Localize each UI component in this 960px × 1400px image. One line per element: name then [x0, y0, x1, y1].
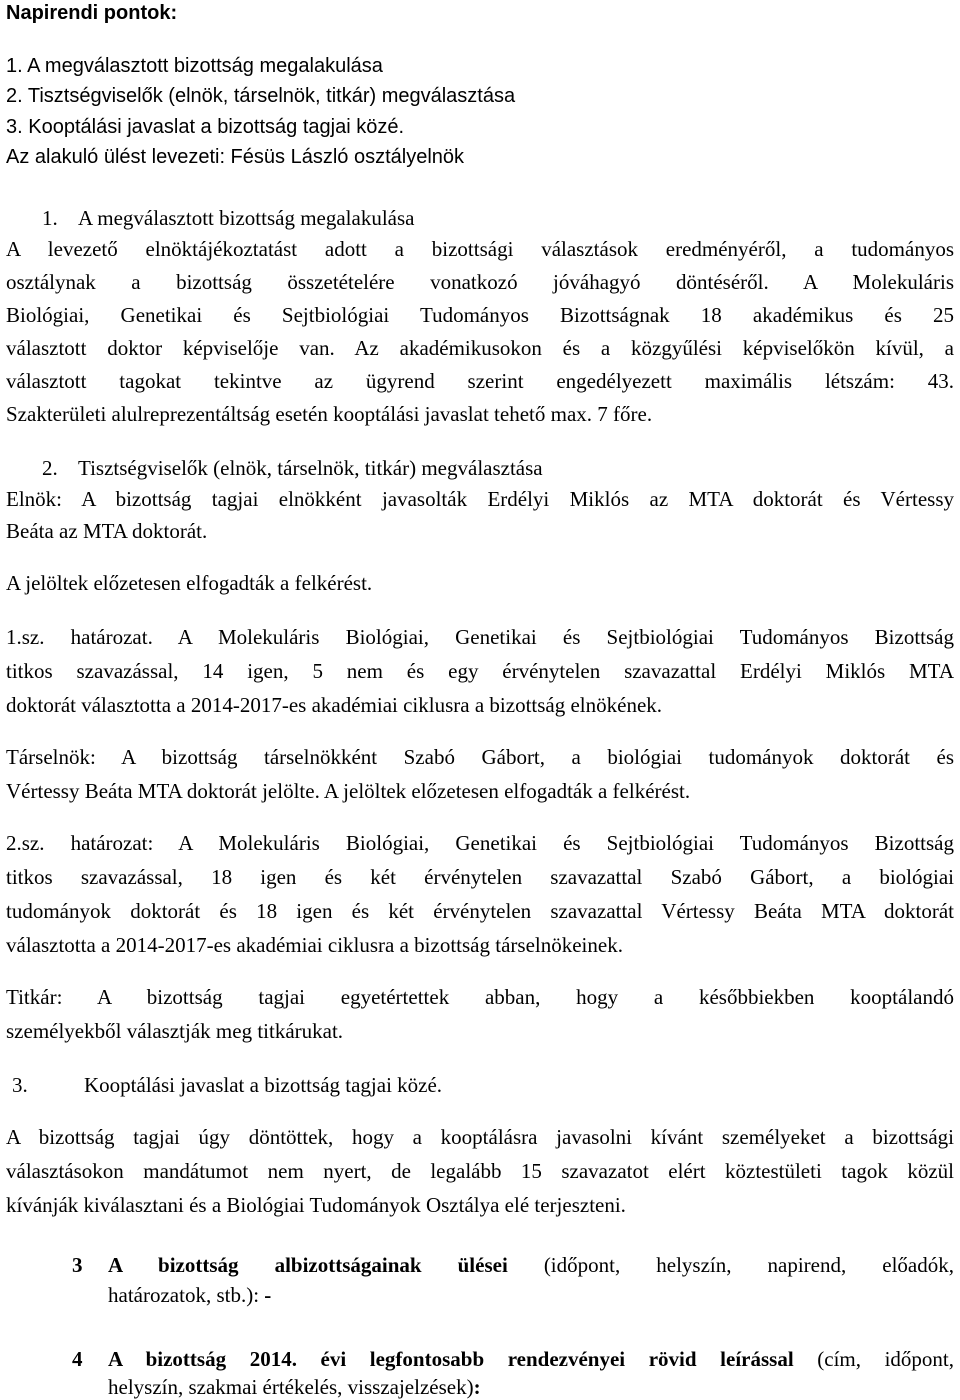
titkar-line-2: személyekből választják meg titkárukat.	[6, 1019, 344, 1043]
section5-line-2	[108, 1375, 481, 1400]
resolution1-line-1: 1.sz. határozat. A Molekuláris Biológiai, Genetikai és Sejtbiológiai Tudományos Bizottság	[6, 625, 954, 649]
section5-line2-tail: :	[473, 1375, 481, 1399]
agenda-item-2: 2. Tisztségviselők (elnök, társelnök, titkár) megválasztása	[6, 85, 516, 107]
agenda-title: Napirendi pontok:	[6, 2, 178, 24]
titkar-line-1: Titkár: A bizottság tagjai egyetértettek abban, hogy a későbbiekben kooptálandó	[6, 985, 954, 1009]
resolution2-line-3: tudományok doktorát és 18 igen és két érvénytelen szavazattal Vértessy Beáta MTA doktorát	[6, 899, 954, 923]
section4-number: 3	[72, 1253, 83, 1277]
section1-line-1: A levezető elnöktájékoztatást adott a bizottsági választások eredményéről, a tudományos	[6, 237, 954, 261]
agenda-item-1: 1. A megválasztott bizottság megalakulása	[6, 55, 383, 77]
section1-line-5: választott tagokat tekintve az ügyrend szerint engedélyezett maximális létszám: 43.	[6, 369, 954, 393]
section4-rest: (időpont, helyszín, napirend, előadók,	[543, 1253, 954, 1277]
tarselnok-line-2: Vértessy Beáta MTA doktorát jelölte. A jelöltek előzetesen elfogadták a felkérést.	[6, 779, 691, 803]
section4-line2-tail: -	[264, 1283, 272, 1307]
elnok-line-1: Elnök: A bizottság tagjai elnökként javasolták Erdélyi Miklós az MTA doktorát és Vértessy	[6, 487, 954, 511]
section3-number: 3.	[12, 1073, 28, 1097]
tarselnok-line-1: Társelnök: A bizottság társelnökként Szabó Gábort, a biológiai tudományok doktorát és	[6, 745, 954, 769]
resolution2-line-1: 2.sz. határozat: A Molekuláris Biológiai, Genetikai és Sejtbiológiai Tudományos Bizottság	[6, 831, 954, 855]
section5-line2-text: helyszín, szakmai értékelés, visszajelzések)	[108, 1375, 474, 1399]
section4-bold-label: A bizottság albizottságainak ülései	[108, 1253, 508, 1277]
section4-line-1	[108, 1253, 954, 1278]
section5-bold-label-1: A bizottság 2014.	[108, 1347, 297, 1371]
section2-heading: Tisztségviselők (elnök, társelnök, titkár) megválasztása	[78, 456, 543, 480]
section4-line2-text: határozatok, stb.):	[108, 1283, 260, 1307]
section2-number: 2.	[42, 456, 58, 480]
resolution1-line-3: doktorát választotta a 2014-2017-es akadémiai ciklusra a bizottság elnökének.	[6, 693, 663, 717]
section5-rest: (cím, időpont,	[817, 1347, 954, 1371]
section1-line-4: választott doktor képviselője van. Az akadémikusokon és a közgyűlési képviselőkön kívül, a	[6, 336, 954, 360]
agenda-item-3: 3. Kooptálási javaslat a bizottság tagjai közé.	[6, 116, 405, 138]
section3-line-1: A bizottság tagjai úgy döntöttek, hogy a kooptálásra javasolni kívánt személyeket a bizottsági	[6, 1125, 954, 1149]
section5-line-1	[108, 1347, 954, 1372]
section1-number: 1.	[42, 206, 58, 230]
section1-line-3: Biológiai, Genetikai és Sejtbiológiai Tudományos Bizottságnak 18 akadémikus és 25	[6, 303, 954, 327]
section5-number: 4	[72, 1347, 83, 1371]
section3-heading: Kooptálási javaslat a bizottság tagjai közé.	[84, 1073, 443, 1097]
resolution2-line-2: titkos szavazással, 18 igen és két érvénytelen szavazattal Szabó Gábort, a biológiai	[6, 865, 954, 889]
accepted-line: A jelöltek előzetesen elfogadták a felkérést.	[6, 571, 373, 595]
agenda-chair-line: Az alakuló ülést levezeti: Fésüs László osztályelnök	[6, 146, 465, 168]
resolution1-line-2: titkos szavazással, 14 igen, 5 nem és egy érvénytelen szavazattal Erdélyi Miklós MTA	[6, 659, 954, 683]
section1-heading: A megválasztott bizottság megalakulása	[78, 206, 415, 230]
section3-line-3: kívánják kiválasztani és a Biológiai Tudományok Osztálya elé terjeszteni.	[6, 1193, 626, 1217]
section1-line-6: Szakterületi alulreprezentáltság esetén kooptálási javaslat tehető max. 7 főre.	[6, 402, 653, 426]
section4-line-2	[108, 1283, 271, 1308]
elnok-line-2: Beáta az MTA doktorát.	[6, 519, 208, 543]
section1-line-2: osztálynak a bizottság összetételére vonatkozó jóváhagyó döntéséről. A Molekuláris	[6, 270, 954, 294]
section3-line-2: választásokon mandátumot nem nyert, de legalább 15 szavazatot elért köztestületi tagok közül	[6, 1159, 954, 1183]
section5-bold-label-2: évi legfontosabb rendezvényei rövid leírással	[320, 1347, 794, 1371]
resolution2-line-4: választotta a 2014-2017-es akadémiai ciklusra a bizottság társelnökeinek.	[6, 933, 623, 957]
